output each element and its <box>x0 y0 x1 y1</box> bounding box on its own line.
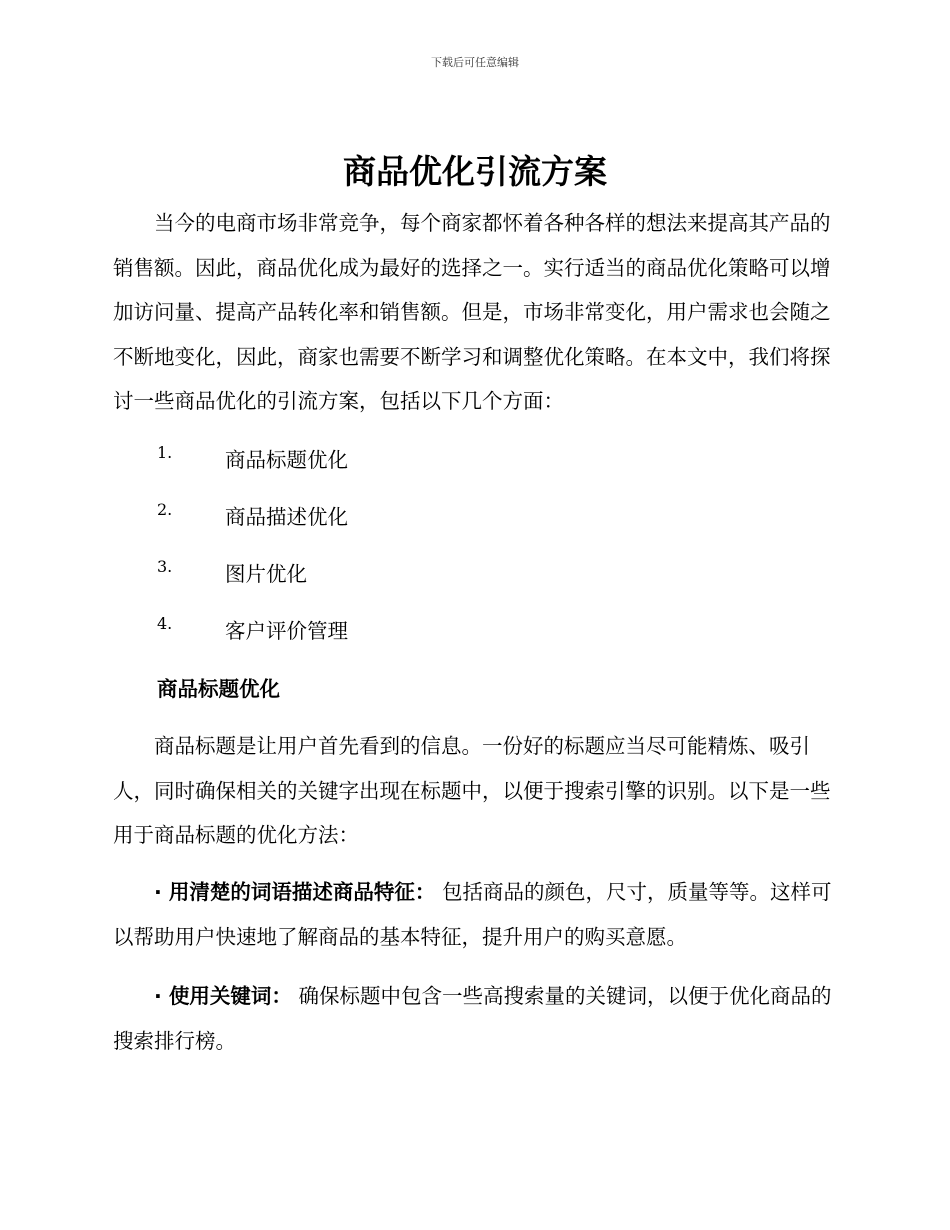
list-text: 图片优化 <box>225 562 307 586</box>
bullet-text: 确保标题中包含一些高搜索量的关键词，以便于优化商品的搜索排行榜。 <box>113 984 832 1053</box>
topic-list <box>0 438 950 666</box>
list-text: 客户评价管理 <box>225 619 348 643</box>
bullet-text: 包括商品的颜色，尺寸，质量等等。这样可以帮助用户快速地了解商品的基本特征，提升用户的购买意愿。 <box>113 880 832 949</box>
list-number: 2. <box>157 500 173 519</box>
list-item <box>0 438 950 495</box>
bullet-label: · 使用关键词： <box>154 984 292 1008</box>
section-heading: 商品标题优化 <box>157 677 280 701</box>
bullet-item <box>113 974 833 1063</box>
list-number: 1. <box>157 443 173 462</box>
list-item <box>0 552 950 609</box>
section-paragraph: 商品标题是让用户首先看到的信息。一份好的标题应当尽可能精炼、吸引人，同时确保相关的关键字出现在标题中，以便于搜索引擎的识别。以下是一些用于商品标题的优化方法： <box>113 734 831 847</box>
list-number: 4. <box>157 614 173 633</box>
list-text: 商品描述优化 <box>225 505 348 529</box>
list-item <box>0 495 950 552</box>
bullet-item <box>113 870 833 959</box>
intro-paragraph: 当今的电商市场非常竞争，每个商家都怀着各种各样的想法来提高其产品的销售额。因此，商品优化成为最好的选择之一。实行适当的商品优化策略可以增加访问量、提高产品转化率和销售额。但是，市场非常变化，用户需求也会随之不断地变化，因此，商家也需要不断学习和调整优化策略。在本文中，我们将探讨一些商品优化的引流方案，包括以下几个方面： <box>113 211 831 413</box>
list-number: 3. <box>157 557 173 576</box>
document-title: 商品优化引流方案 <box>343 152 607 191</box>
list-text: 商品标题优化 <box>225 448 348 472</box>
header-note: 下载后可任意编辑 <box>431 56 519 69</box>
list-item <box>0 609 950 666</box>
bullet-label: · 用清楚的词语描述商品特征： <box>154 880 436 904</box>
